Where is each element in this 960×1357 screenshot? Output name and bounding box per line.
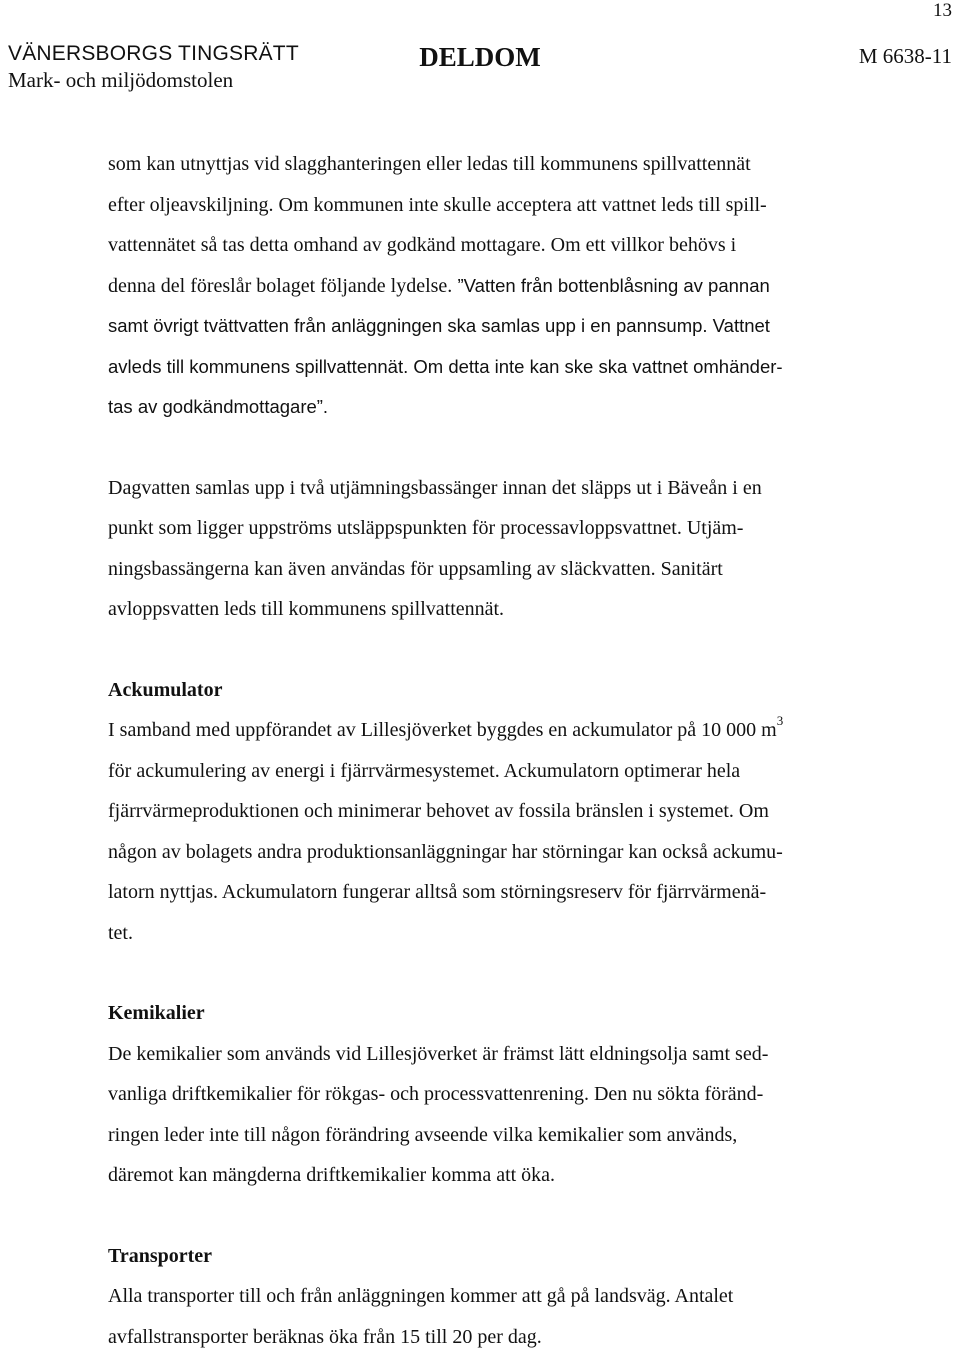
text-line: ringen leder inte till någon förändring avseende vilka kemikalier som används, [108,1115,908,1156]
text-line: tet. [108,913,908,954]
text-line: ningsbassängerna kan även användas för uppsamling av släckvatten. Sanitärt [108,549,908,590]
court-department: Mark- och miljödomstolen [8,67,299,94]
section-kemikalier [108,993,908,1196]
case-number: M 6638-11 [859,43,952,70]
document-type: DELDOM [0,40,960,74]
text-line: vattennätet så tas detta omhand av godkänd mottagare. Om ett villkor behövs i [108,225,908,266]
text-line [108,710,908,751]
section-heading: Transporter [108,1236,908,1277]
paragraph-stormwater [108,468,908,630]
text-line: Alla transporter till och från anläggningen kommer att gå på landsväg. Antalet [108,1276,908,1317]
paragraph-gap [108,428,908,468]
section-ackumulator [108,670,908,954]
text-line: efter oljeavskiljning. Om kommunen inte skulle acceptera att vattnet leds till spill- [108,185,908,226]
text-line: avloppsvatten leds till kommunens spillvattennät. [108,589,908,630]
text-line: vanliga driftkemikalier för rökgas- och processvattenrening. Den nu sökta föränd- [108,1074,908,1115]
text-line: för ackumulering av energi i fjärrvärmesystemet. Ackumulatorn optimerar hela [108,751,908,792]
text-segment: I samband med uppförandet av Lillesjöverket byggdes en ackumulator på 10 000 m [108,719,777,741]
section-heading: Ackumulator [108,670,908,711]
paragraph-gap [108,1196,908,1236]
superscript: 3 [777,713,784,728]
text-line: fjärrvärmeproduktionen och minimerar behovet av fossila bränslen i systemet. Om [108,791,908,832]
quoted-condition-text: ”Vatten från bottenblåsning av pannan [452,275,769,296]
text-line: avfallstransporter beräknas öka från 15 till 20 per dag. [108,1317,908,1357]
paragraph-wastewater [108,144,908,428]
quoted-condition-text: tas av godkändmottagare”. [108,387,908,428]
text-line: Dagvatten samlas upp i två utjämningsbassänger innan det släpps ut i Bäveån i en [108,468,908,509]
text-line [108,266,908,307]
text-line: någon av bolagets andra produktionsanläggningar har störningar kan också ackumu- [108,832,908,873]
text-line: latorn nyttjas. Ackumulatorn fungerar alltså som störningsreserv för fjärrvärmenä- [108,872,908,913]
section-transporter [108,1236,908,1357]
section-heading: Kemikalier [108,993,908,1034]
document-body [108,144,908,1357]
text-line: däremot kan mängderna driftkemikalier komma att öka. [108,1155,908,1196]
court-name: VÄNERSBORGS TINGSRÄTT [8,40,299,67]
text-line: som kan utnyttjas vid slagghanteringen eller ledas till kommunens spillvattennät [108,144,908,185]
paragraph-gap [108,953,908,993]
text-line: punkt som ligger uppströms utsläppspunkten för processavloppsvattnet. Utjäm- [108,508,908,549]
quoted-condition-text: avleds till kommunens spillvattennät. Om detta inte kan ske ska vattnet omhänder- [108,347,908,388]
text-line: De kemikalier som används vid Lillesjöverket är främst lätt eldningsolja samt sed- [108,1034,908,1075]
paragraph-gap [108,630,908,670]
page-number: 13 [933,0,952,22]
text-segment: denna del föreslår bolaget följande lydelse. [108,275,452,297]
quoted-condition-text: samt övrigt tvättvatten från anläggningen ska samlas upp i en pannsump. Vattnet [108,306,908,347]
